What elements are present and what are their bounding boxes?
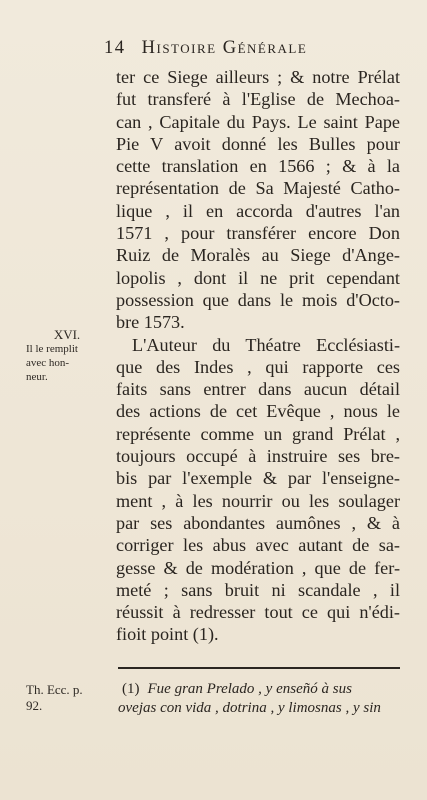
footnote-marker: (1): [122, 681, 140, 697]
footnote-line: [118, 680, 402, 699]
text-line: can , Capitale du Pays. Le saint Pape: [116, 111, 400, 132]
page-number: 14: [104, 38, 126, 58]
text-line: L'Auteur du Théatre Ecclésiasti-: [132, 334, 400, 355]
text-line: réussit à redresser tout ce qui n'édi-: [116, 602, 400, 623]
text-line: gesse & de modération , que de fer-: [116, 557, 400, 578]
footnote-text: Fue gran Prelado , y enseñó à sus: [147, 681, 352, 697]
margin-note-line: avec hon-: [26, 357, 70, 369]
reference-line: 92.: [26, 698, 43, 713]
text-line: bre 1573.: [116, 312, 185, 333]
margin-note-reference: [26, 682, 108, 714]
page-header: [104, 38, 384, 59]
text-line: fut transferé à l'Eglise de Mechoa-: [116, 89, 400, 110]
text-line: fioit point (1).: [116, 624, 219, 645]
text-line: toujours occupé à instruire ses bre-: [116, 446, 400, 467]
text-line: ment , à les nourrir ou les soulager: [116, 490, 400, 511]
text-line: meté ; sans bruit ni scandale , il: [116, 579, 400, 600]
text-line: lopolis , dont il ne prit cependant: [116, 267, 400, 288]
section-number: XVI.: [53, 327, 81, 342]
text-line: que des Indes , qui rapporte ces: [116, 356, 400, 377]
margin-note-section: [26, 328, 108, 384]
footnote-line: [118, 699, 402, 718]
margin-note-line: Il le remplit: [26, 343, 78, 355]
text-line: 1571 , pour transférer encore Don: [116, 223, 400, 244]
text-line: corriger les abus avec autant de sa-: [116, 535, 400, 556]
text-line: bis par l'exemple & par l'enseigne-: [116, 468, 400, 489]
text-line: par ses abondantes aumônes , & à: [116, 512, 400, 533]
text-line: possession que dans le mois d'Octo-: [116, 289, 400, 310]
text-line: représentation de Sa Majesté Catho-: [116, 178, 400, 199]
text-line: cette translation en 1566 ; & à la: [116, 156, 400, 177]
text-line: des actions de cet Evêque , nous le: [116, 401, 400, 422]
reference-line: Th. Ecc. p.: [26, 682, 83, 697]
margin-note-line: neur.: [26, 371, 48, 383]
footnote-rule: [118, 667, 400, 669]
text-line: ter ce Siege ailleurs ; & notre Prélat: [116, 67, 400, 87]
running-title: Histoire Générale: [141, 38, 308, 58]
text-line: Ruiz de Moralès au Siege d'Ange-: [116, 245, 400, 266]
text-line: faits sans entrer dans aucun détail: [116, 379, 400, 400]
text-line: lique , il en accorda d'autres l'an: [116, 200, 400, 221]
footnote-text: ovejas con vida , dotrina , y limosnas , y sin: [118, 700, 381, 716]
footnote: [118, 680, 402, 718]
text-line: Pie V avoit donné les Bulles pour: [116, 133, 400, 154]
body-text: [116, 66, 400, 646]
text-line: représente comme un grand Prélat ,: [116, 423, 400, 444]
